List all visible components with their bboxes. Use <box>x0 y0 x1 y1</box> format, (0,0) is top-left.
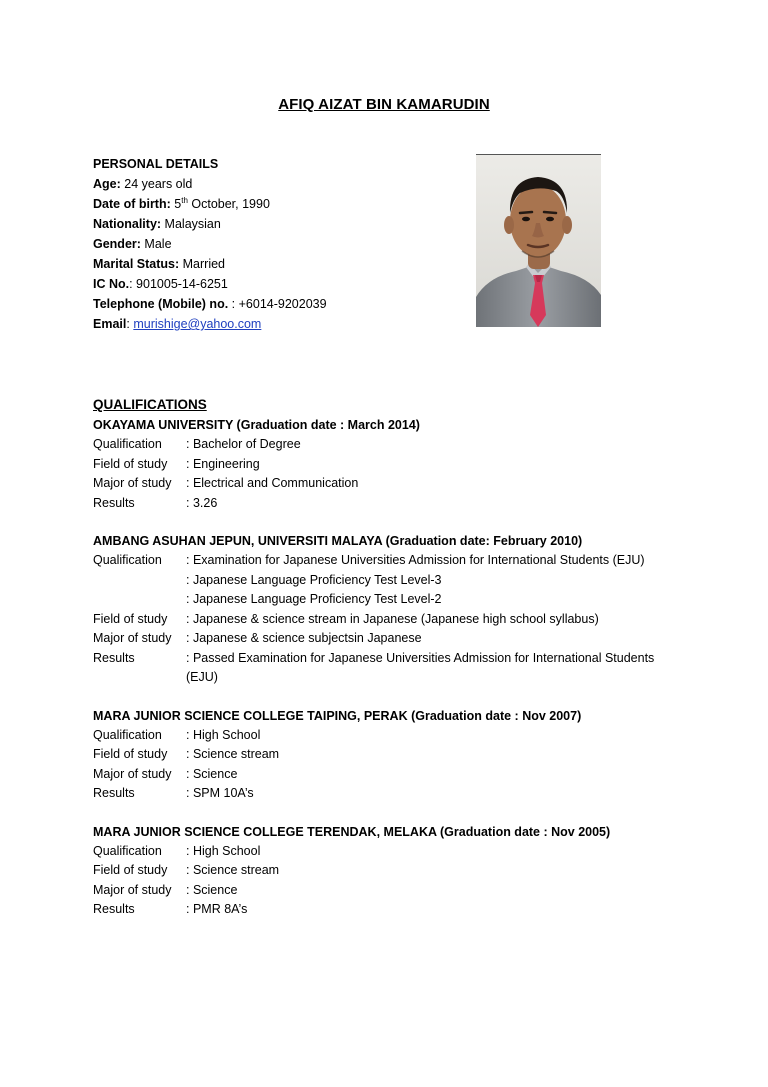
qualification-row <box>93 900 713 920</box>
dob-line <box>93 194 473 214</box>
email-line <box>93 314 473 334</box>
qualification-row <box>93 861 713 881</box>
row-value: : Japanese & science stream in Japanese (Japanese high school syllabus) <box>186 611 599 626</box>
row-label: Major of study <box>93 631 172 645</box>
qualification-row <box>93 435 713 455</box>
gender-line <box>93 234 473 254</box>
marital-label: Marital Status: <box>93 257 180 271</box>
qualification-entry <box>93 416 713 513</box>
qualification-row <box>93 842 713 862</box>
row-value: : Science stream <box>186 747 280 761</box>
row-value: : Examination for Japanese Universities Admission for International Students (EJU) <box>186 553 645 567</box>
institution-title: MARA JUNIOR SCIENCE COLLEGE TERENDAK, MELAKA (Graduation date : Nov 2005) <box>93 824 611 839</box>
row-value: : 3.26 <box>186 495 218 510</box>
age-line <box>93 174 473 194</box>
entry-spacer <box>93 804 713 823</box>
qualification-row <box>93 649 713 669</box>
qualification-row <box>93 765 713 785</box>
email-label: Email <box>93 317 127 331</box>
row-label: Major of study <box>93 476 172 490</box>
nationality-value: Malaysian <box>164 217 221 231</box>
row-value: : Japanese Language Proficiency Test Level-3 <box>186 572 442 587</box>
institution-title: OKAYAMA UNIVERSITY (Graduation date : March 2014) <box>93 418 420 432</box>
dob-label: Date of birth: <box>93 197 171 211</box>
qualification-row <box>93 494 713 514</box>
qualification-row <box>93 668 713 688</box>
qualifications-list <box>93 416 713 920</box>
qualification-entry <box>93 532 713 688</box>
row-label <box>93 668 186 688</box>
row-value: : High School <box>186 727 261 742</box>
row-value: : Electrical and Communication <box>186 476 359 490</box>
email-link[interactable]: murishige@yahoo.com <box>133 317 262 331</box>
qualification-row <box>93 784 713 804</box>
qualification-row <box>93 881 713 901</box>
qualification-row <box>93 745 713 765</box>
row-label: Major of study <box>93 766 172 781</box>
row-value: : Passed Examination for Japanese Universities Admission for International Students <box>186 650 655 665</box>
row-label: Results <box>93 902 135 916</box>
qualification-entry <box>93 823 713 920</box>
row-value: : Science <box>186 882 238 897</box>
nationality-label: Nationality: <box>93 217 162 231</box>
row-label: Field of study <box>93 611 168 626</box>
row-value: (EJU) <box>186 670 218 684</box>
row-value: : Science stream <box>186 863 280 877</box>
row-label <box>93 571 186 591</box>
qualification-row <box>93 474 713 494</box>
row-label <box>93 590 186 610</box>
row-value: : PMR 8A’s <box>186 902 248 916</box>
nationality-line <box>93 214 473 234</box>
qualification-entry <box>93 707 713 804</box>
row-value: : High School <box>186 843 261 858</box>
row-label: Results <box>93 495 135 510</box>
qualifications-heading: QUALIFICATIONS <box>93 397 207 412</box>
row-value: : Engineering <box>186 456 260 471</box>
row-value: : Bachelor of Degree <box>186 437 301 451</box>
gender-value: Male <box>144 237 172 251</box>
ic-value: : 901005-14-6251 <box>129 277 228 291</box>
qualification-row <box>93 726 713 746</box>
dob-suffix: th <box>181 195 188 205</box>
qualification-row <box>93 455 713 475</box>
email-separator: : <box>126 317 130 331</box>
row-label: Field of study <box>93 863 168 877</box>
row-label: Field of study <box>93 747 168 761</box>
ic-line <box>93 274 473 294</box>
profile-photo <box>476 154 601 327</box>
qualifications-section <box>93 394 713 920</box>
marital-line <box>93 254 473 274</box>
phone-line <box>93 294 473 314</box>
institution-title: AMBANG ASUHAN JEPUN, UNIVERSITI MALAYA (Graduation date: February 2010) <box>93 534 583 548</box>
dob-day: 5 <box>174 197 182 211</box>
entry-spacer <box>93 513 713 532</box>
qualification-row <box>93 551 713 571</box>
qualification-row <box>93 629 713 649</box>
row-value: : Japanese Language Proficiency Test Level-2 <box>186 592 442 606</box>
row-label: Qualification <box>93 727 162 742</box>
ic-label: IC No. <box>93 277 130 291</box>
row-label: Results <box>93 786 135 800</box>
age-value: 24 years old <box>124 177 193 191</box>
age-label: Age: <box>93 177 121 191</box>
personal-heading: PERSONAL DETAILS <box>93 157 219 171</box>
phone-value: : +6014-9202039 <box>231 297 327 311</box>
row-label: Qualification <box>93 437 162 451</box>
entry-spacer <box>93 688 713 707</box>
institution-title: MARA JUNIOR SCIENCE COLLEGE TAIPING, PERAK (Graduation date : Nov 2007) <box>93 708 582 723</box>
qualification-row <box>93 571 713 591</box>
qualification-row <box>93 610 713 630</box>
qualification-row <box>93 590 713 610</box>
row-label: Field of study <box>93 456 168 471</box>
personal-details <box>93 154 473 334</box>
row-label: Qualification <box>93 843 162 858</box>
row-value: : SPM 10A’s <box>186 786 254 800</box>
phone-label: Telephone (Mobile) no. <box>93 297 229 311</box>
marital-value: Married <box>182 257 225 271</box>
row-label: Results <box>93 650 135 665</box>
resume-title: AFIQ AIZAT BIN KAMARUDIN <box>278 96 490 113</box>
gender-label: Gender: <box>93 237 141 251</box>
dob-rest: October, 1990 <box>191 197 270 211</box>
row-label: Qualification <box>93 553 162 567</box>
profile-photo-image <box>476 155 601 327</box>
row-value: : Japanese & science subjectsin Japanese <box>186 631 422 645</box>
row-value: : Science <box>186 766 238 781</box>
row-label: Major of study <box>93 882 172 897</box>
